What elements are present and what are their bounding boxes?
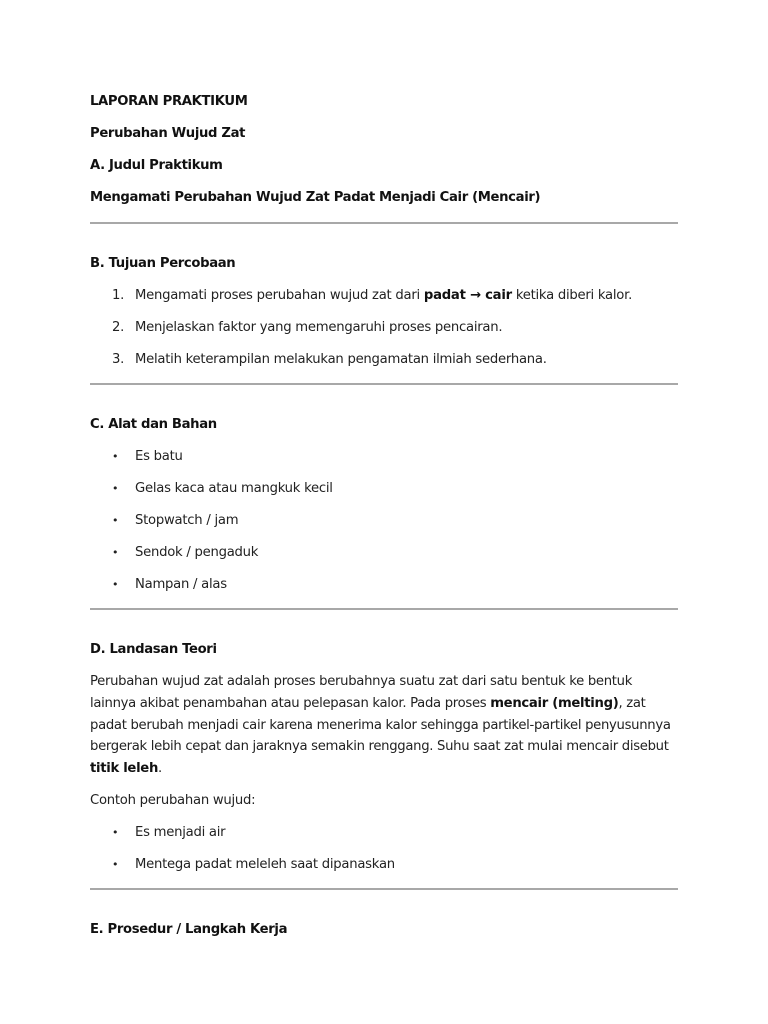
materials-list bbox=[90, 448, 678, 594]
section-a-text: Mengamati Perubahan Wujud Zat Padat Menjadi Cair (Mencair) bbox=[90, 190, 541, 205]
bullet-icon: • bbox=[112, 514, 119, 527]
section-divider bbox=[90, 222, 678, 224]
list-item bbox=[90, 351, 678, 369]
item-text: Es batu bbox=[135, 449, 183, 464]
section-e-heading: E. Prosedur / Langkah Kerja bbox=[90, 921, 288, 937]
item-text: Mentega padat meleleh saat dipanaskan bbox=[135, 856, 395, 872]
list-item bbox=[90, 319, 678, 337]
item-text-post: ketika diberi kalor. bbox=[511, 288, 633, 303]
list-number: 3. bbox=[112, 352, 125, 367]
list-item bbox=[90, 480, 678, 498]
list-item bbox=[90, 512, 678, 530]
section-divider bbox=[90, 888, 678, 890]
bullet-icon: • bbox=[112, 578, 119, 591]
item-text: Stopwatch / jam bbox=[135, 513, 239, 528]
examples-list bbox=[90, 824, 678, 874]
section-divider bbox=[90, 608, 678, 610]
bullet-icon: • bbox=[112, 825, 119, 839]
section-b-heading: B. Tujuan Percobaan bbox=[90, 256, 236, 271]
list-item bbox=[90, 856, 678, 874]
theory-text-1: Perubahan wujud zat adalah proses berubahnya suatu zat dari satu bentuk ke bentuk lainnya akibat penambahan atau pelepasan kalor. Pada proses bbox=[90, 674, 633, 711]
section-d-heading: D. Landasan Teori bbox=[90, 642, 217, 657]
list-item bbox=[90, 448, 678, 466]
bullet-icon: • bbox=[112, 546, 119, 559]
bullet-icon: • bbox=[112, 450, 119, 463]
objectives-list bbox=[90, 287, 678, 369]
item-text: Sendok / pengaduk bbox=[135, 545, 259, 560]
theory-bold-melting: mencair (melting) bbox=[490, 695, 619, 711]
theory-paragraph bbox=[90, 671, 678, 780]
list-item bbox=[90, 576, 678, 594]
examples-label: Contoh perubahan wujud: bbox=[90, 792, 256, 808]
list-item bbox=[90, 544, 678, 562]
item-text-bold: padat → cair bbox=[423, 288, 512, 303]
bullet-icon: • bbox=[112, 482, 119, 495]
list-item bbox=[90, 287, 678, 305]
section-divider bbox=[90, 383, 678, 385]
item-text: Melatih keterampilan melakukan pengamatan ilmiah sederhana. bbox=[135, 352, 547, 367]
report-title: LAPORAN PRAKTIKUM bbox=[90, 94, 248, 109]
section-a-heading: A. Judul Praktikum bbox=[90, 158, 223, 173]
theory-bold-melting-point: titik leleh bbox=[90, 761, 159, 776]
item-text: Menjelaskan faktor yang memengaruhi proses pencairan. bbox=[135, 320, 503, 335]
item-text: Nampan / alas bbox=[135, 577, 227, 592]
item-text: Gelas kaca atau mangkuk kecil bbox=[135, 481, 333, 496]
list-item bbox=[90, 824, 678, 842]
item-text: Es menjadi air bbox=[135, 824, 226, 840]
list-number: 2. bbox=[112, 320, 125, 335]
bullet-icon: • bbox=[112, 857, 119, 871]
theory-text-2: , zat padat berubah menjadi cair karena menerima kalor sehingga partikel-partikel penyusunnya bergerak lebih cepat dan jaraknya semakin renggang. Suhu saat zat mulai mencair disebut bbox=[90, 695, 671, 755]
item-text-pre: Mengamati proses perubahan wujud zat dari bbox=[135, 288, 424, 303]
list-number: 1. bbox=[112, 288, 125, 303]
section-c-heading: C. Alat dan Bahan bbox=[90, 417, 217, 432]
report-subtitle: Perubahan Wujud Zat bbox=[90, 126, 246, 141]
theory-text-3: . bbox=[158, 761, 162, 776]
